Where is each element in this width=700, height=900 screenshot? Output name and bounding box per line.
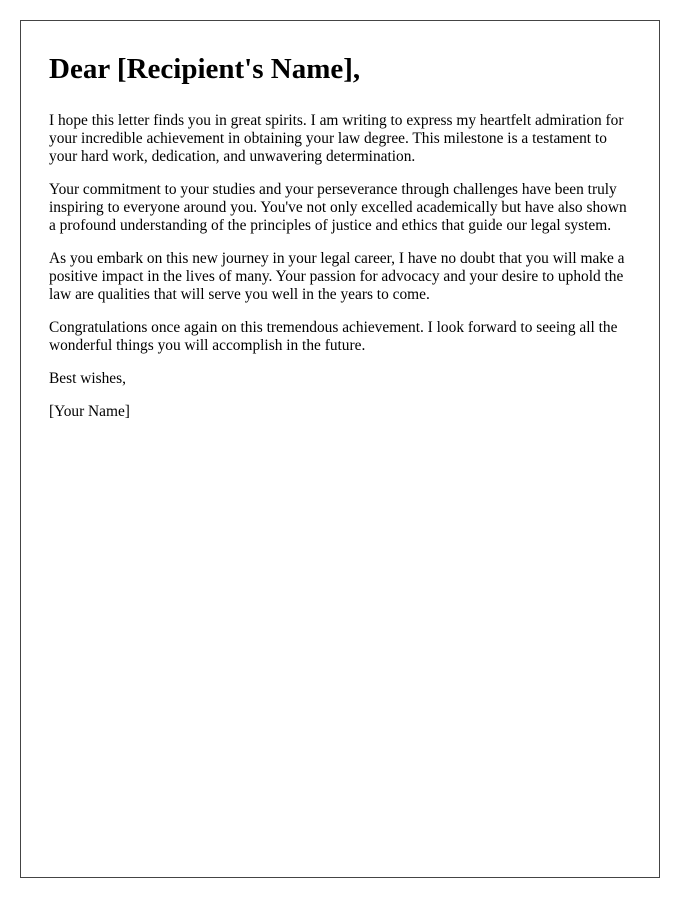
letter-paragraph-3: As you embark on this new journey in your legal career, I have no doubt that you will make a positive impact in the lives of many. Your passion for advocacy and your desire to uphold the law are qualities that will serve you well in the years to come. bbox=[49, 250, 625, 303]
letter-salutation: Dear [Recipient's Name], bbox=[49, 53, 361, 85]
letter-signature: [Your Name] bbox=[49, 403, 130, 420]
letter-closing: Best wishes, bbox=[49, 370, 126, 387]
letter-paragraph-4: Congratulations once again on this tremendous achievement. I look forward to seeing all the wonderful things you will accomplish in the future. bbox=[49, 319, 618, 354]
letter-paragraph-1: I hope this letter finds you in great spirits. I am writing to express my heartfelt admiration for your incredible achievement in obtaining your law degree. This milestone is a testament to your hard work, dedication, and unwavering determination. bbox=[49, 112, 624, 165]
letter-page bbox=[20, 20, 660, 878]
letter-paragraph-2: Your commitment to your studies and your perseverance through challenges have been truly inspiring to everyone around you. You've not only excelled academically but have also shown a profound understanding of the principles of justice and ethics that guide our legal system. bbox=[49, 181, 627, 234]
